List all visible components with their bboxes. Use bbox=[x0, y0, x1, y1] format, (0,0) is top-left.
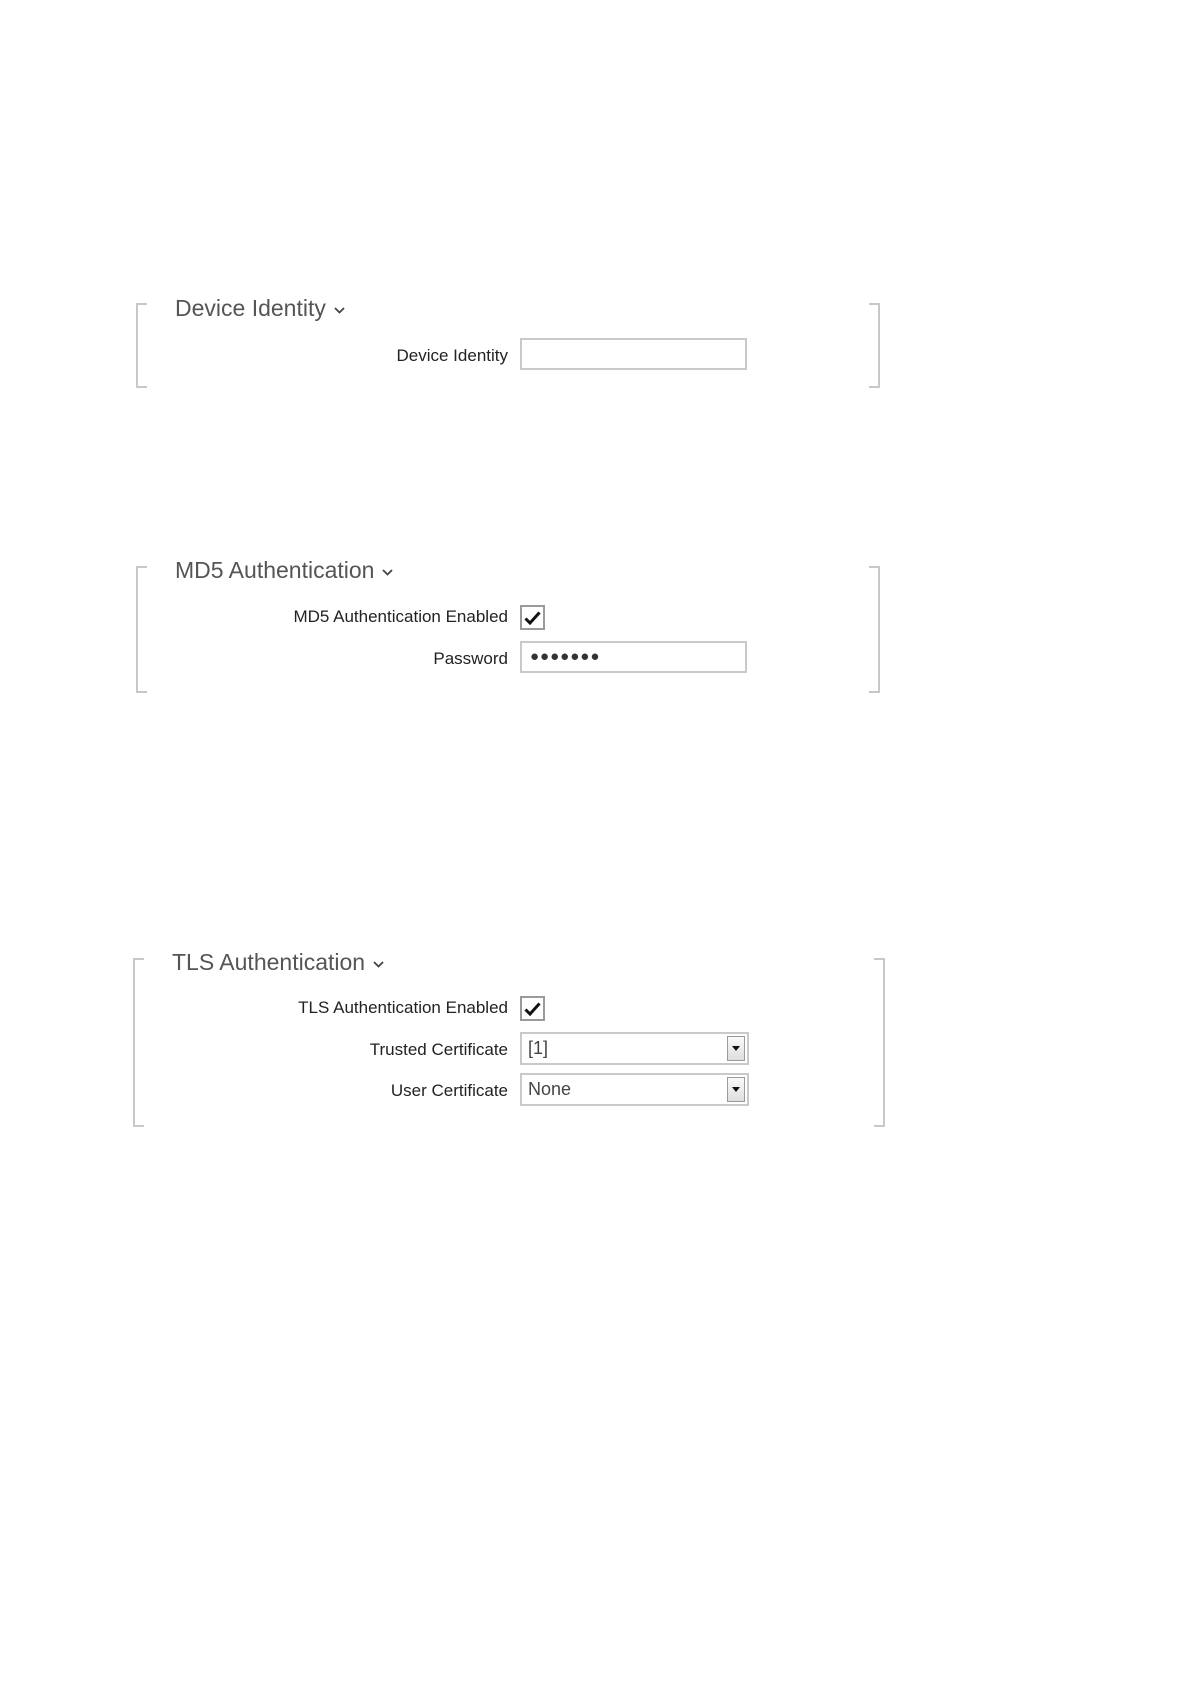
checkmark-icon bbox=[524, 611, 541, 625]
triangle-down-icon[interactable] bbox=[727, 1077, 745, 1102]
md5-authentication-section-toggle[interactable] bbox=[175, 555, 393, 584]
section-bracket-right bbox=[869, 566, 880, 693]
password-input[interactable]: ●●●●●●● bbox=[520, 641, 747, 673]
section-title: Device Identity bbox=[175, 295, 326, 321]
user-certificate-value: None bbox=[528, 1079, 572, 1099]
user-certificate-label: User Certificate bbox=[390, 1081, 508, 1100]
trusted-certificate-value: [1] bbox=[528, 1038, 549, 1058]
section-title: MD5 Authentication bbox=[175, 557, 375, 583]
chevron-down-icon bbox=[373, 947, 384, 974]
trusted-certificate-label: Trusted Certificate bbox=[369, 1040, 508, 1059]
tls-enabled-checkbox[interactable] bbox=[520, 996, 545, 1021]
tls-authentication-section-toggle[interactable] bbox=[172, 947, 384, 976]
md5-authentication-section bbox=[136, 566, 880, 693]
password-label: Password bbox=[433, 649, 508, 668]
section-bracket-left bbox=[136, 566, 147, 693]
device-identity-label: Device Identity bbox=[396, 346, 508, 365]
chevron-down-icon bbox=[334, 293, 345, 320]
section-bracket-right bbox=[869, 303, 880, 388]
md5-enabled-checkbox[interactable] bbox=[520, 605, 545, 630]
trusted-certificate-select[interactable] bbox=[520, 1032, 749, 1065]
section-bracket-left bbox=[136, 303, 147, 388]
tls-enabled-label: TLS Authentication Enabled bbox=[298, 998, 508, 1017]
checkmark-icon bbox=[524, 1002, 541, 1016]
user-certificate-select[interactable] bbox=[520, 1073, 749, 1106]
triangle-down-icon[interactable] bbox=[727, 1036, 745, 1061]
section-bracket-left bbox=[133, 958, 144, 1127]
chevron-down-icon bbox=[382, 555, 393, 582]
device-identity-input[interactable] bbox=[520, 338, 747, 370]
section-bracket-right bbox=[874, 958, 885, 1127]
md5-enabled-label: MD5 Authentication Enabled bbox=[293, 607, 508, 626]
section-title: TLS Authentication bbox=[172, 949, 366, 975]
device-identity-section-toggle[interactable] bbox=[175, 293, 345, 322]
